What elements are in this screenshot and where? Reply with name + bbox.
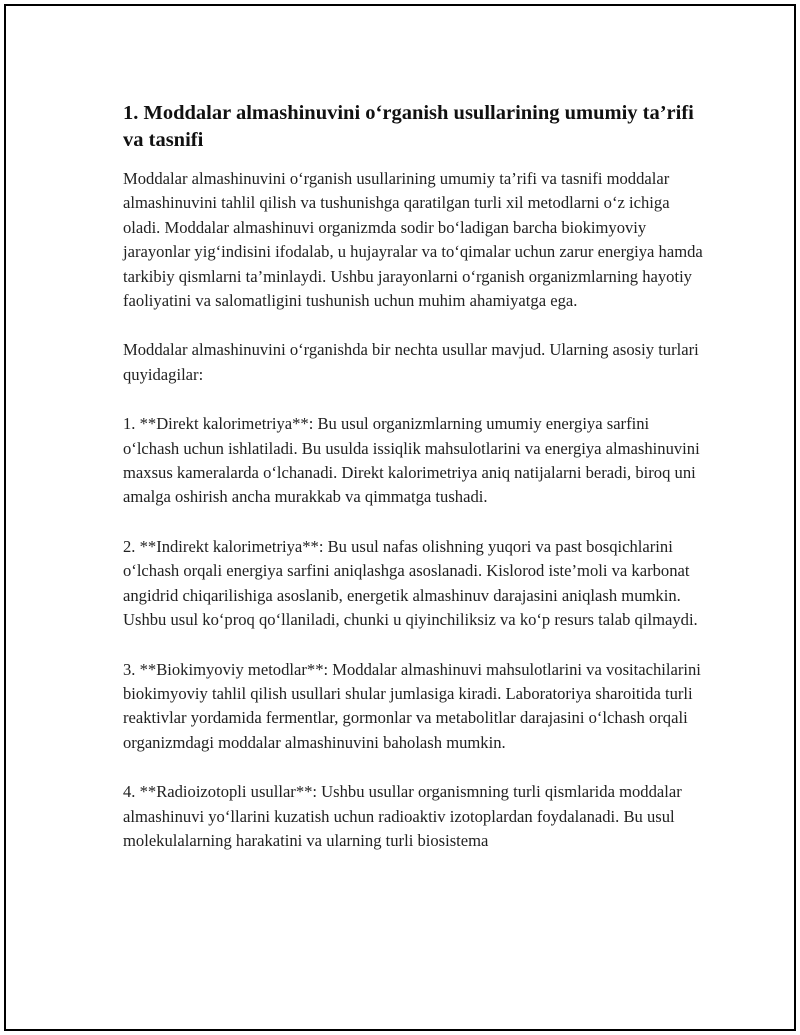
method-biochemical-paragraph: 3. **Biokimyoviy metodlar**: Moddalar almashinuvi mahsulotlarini va vositachilarini biokimyoviy tahlil qilish usullari shular jumlasiga kiradi. Laboratoriya sharoitida turli reaktivlar yordamida fermentlar, gormonlar va metabolitlar darajasini o‘lchash orqali organizmdagi moddalar almashinuvini baholash mumkin.: [123, 659, 701, 752]
intro-paragraph: Moddalar almashinuvini o‘rganish usullarining umumiy ta’rifi va tasnifi moddalar almashinuvini tahlil qilish va tushunishga qaratilgan turli xil metodlarni o‘z ichiga oladi. Moddalar almashinuvi organizmda sodir bo‘ladigan barcha biokimyoviy jarayonlar yig‘indisini ifodalab, u hujayralar va to‘qimalar uchun zarur energiya hamda tarkibiy qismlarni ta’minlaydi. Ushbu jarayonlarni o‘rganish organizmlarning hayotiy faoliyatini va salomatligini tushunish uchun muhim ahamiyatga ega.: [123, 169, 703, 311]
document-content: [123, 100, 703, 878]
method-radioisotope-paragraph: 4. **Radioizotopli usullar**: Ushbu usullar organismning turli qismlarida moddalar almashinuvi yo‘llarini kuzatish uchun radioaktiv izotoplardan foydalanadi. Bu usul molekulalarning harakatini va ularning turli biosistema: [123, 782, 682, 850]
section-heading: 1. Moddalar almashinuvini o‘rganish usullarining umumiy ta’rifi va tasnifi: [123, 102, 694, 151]
method-direct-calorimetry-paragraph: 1. **Direkt kalorimetriya**: Bu usul organizmlarning umumiy energiya sarfini o‘lchash uchun ishlatiladi. Bu usulda issiqlik mahsulotlarini va energiya almashinuvini maxsus kameralarda o‘lchanadi. Direkt kalorimetriya aniq natijalarni beradi, biroq uni amalga oshirish ancha murakkab va qimmatga tushadi.: [123, 414, 700, 507]
document-page: [4, 4, 796, 1031]
method-indirect-calorimetry-paragraph: 2. **Indirekt kalorimetriya**: Bu usul nafas olishning yuqori va past bosqichlarini o‘lchash orqali energiya sarfini aniqlashga asoslanadi. Kislorod iste’moli va karbonat angidrid chiqarilishiga asoslanib, energetik almashinuv darajasini aniqlash mumkin. Ushbu usul ko‘proq qo‘llaniladi, chunki u qiyinchiliksiz va ko‘p resurs talab qilmaydi.: [123, 536, 698, 630]
methods-overview-paragraph: Moddalar almashinuvini o‘rganishda bir nechta usullar mavjud. Ularning asosiy turlari quyidagilar:: [123, 340, 699, 384]
